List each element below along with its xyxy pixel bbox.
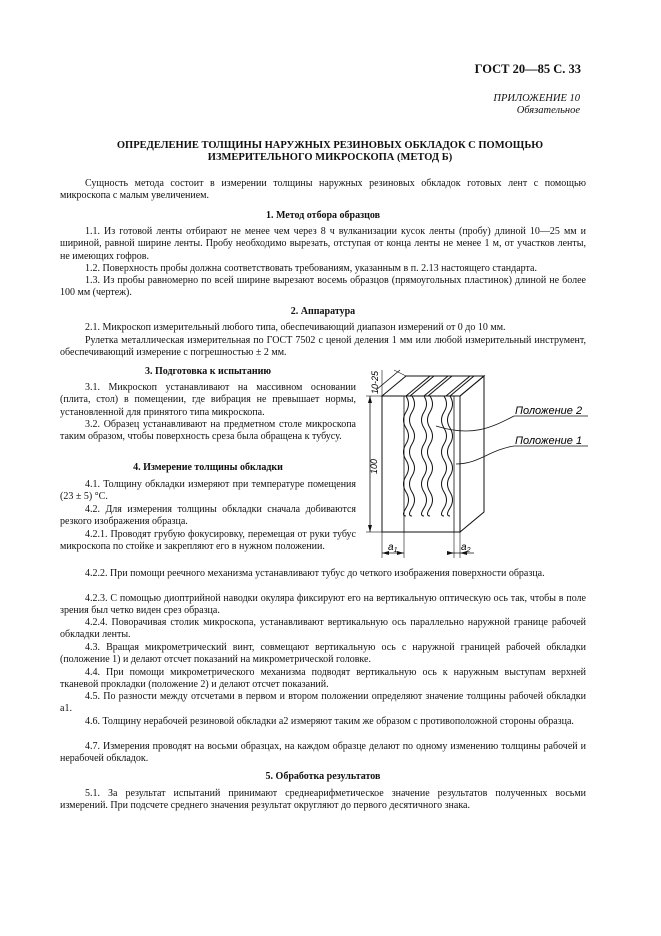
sample-top-face [382,376,484,396]
paragraph-1-1: 1.1. Из готовой ленты отбирают не менее чем через 8 ч вулканизации кусок ленты (пробу) длиной 10—25 мм и шириной, равной ширине ленты. Пробу необходимо вырезать, отступая от конца ленты не менее 1 м, от участков ленты, не имеющих гофров. [60,226,586,262]
paragraph-2-2: Рулетка металлическая измерительная по ГОСТ 7502 с ценой деления 1 мм или любой измерительный инструмент, обеспечивающий измерение с погрешностью ± 2 мм. [60,335,586,359]
paragraph-2-1: 2.1. Микроскоп измерительный любого типа, обеспечивающий диапазон измерений от 0 до 10 мм. [85,322,506,333]
label-position-1: Положение 1 [515,435,583,447]
paragraph-4-3: 4.3. Вращая микрометрический винт, совмещают вертикальную ось с наружной границей рабочей обкладки (положение 1) и делают отсчет показаний на микрометрической головке. [60,642,586,666]
label-position-2: Положение 2 [515,405,583,417]
appendix-status: Обязательное [516,105,580,116]
paragraph-4-2-4: 4.2.4. Поворачивая столик микроскопа, устанавливают вертикальную ось параллельно наружной границе рабочей обкладки ленты. [60,617,586,641]
dimension-10-25: 10-25 [370,370,380,394]
dimension-a2: $a_2$ [461,542,471,554]
section-5-heading: 5. Обработка результатов [265,771,381,782]
section-2-heading: 2. Аппаратура [290,306,356,317]
intro-paragraph: Сущность метода состоит в измерении толщины наружных резиновых обкладок готовых лент с помощью микроскопа с малым увеличением. [60,178,586,202]
paragraph-4-4: 4.4. При помощи микрометрического механизма подводят вертикальную ось к наружным выступам верхней тканевой прокладки (положение 2) и делают отсчет показаний. [60,667,586,691]
leader-position-2 [436,416,588,431]
section-3-heading: 3. Подготовка к испытанию [145,366,271,377]
document-title [80,140,580,164]
paragraph-4-2-1: 4.2.1. Проводят грубую фокусировку, перемещая от руки тубус микроскопа по стойке и закрепляют его в нужном положении. [60,529,356,553]
fabric-layer-4 [428,396,433,516]
paragraph-4-2-3: 4.2.3. С помощью диоптрийной наводки окуляра фиксируют его на вертикальную оптическую ось так, чтобы в поле зрения был четко виден срез образца. [60,593,586,617]
paragraph-4-2: 4.2. Для измерения толщины обкладки сначала добиваются резкого изображения образца. [60,504,356,528]
paragraph-1-3: 1.3. Из пробы равномерно по всей ширине вырезают восемь образцов (прямоугольных пластинок) длиной не более 100 мм (чертеж). [60,275,586,299]
fabric-layer-3 [422,396,427,516]
title-line-1: ОПРЕДЕЛЕНИЕ ТОЛЩИНЫ НАРУЖНЫХ РЕЗИНОВЫХ ОБКЛАДОК С ПОМОЩЬЮ [116,140,544,151]
fabric-layer-2 [410,396,415,516]
paragraph-3-2: 3.2. Образец устанавливают на предметном столе микроскопа таким образом, чтобы поверхность среза была обращена к тубусу. [60,419,356,443]
paragraph-4-1: 4.1. Толщину обкладки измеряют при температуре помещения (23 ± 5) °С. [60,479,356,503]
fabric-layer-6 [448,396,453,516]
dimension-100: 100 [369,458,379,474]
title-line-2: ИЗМЕРИТЕЛЬНОГО МИКРОСКОПА (МЕТОД Б) [207,152,453,163]
paragraph-4-7: 4.7. Измерения проводят на восьми образцах, на каждом образце делают по одному изменению толщины рабочей и нерабочей обкладок. [60,741,586,765]
sample-cross-section-drawing [364,368,590,568]
appendix-label [493,93,580,117]
dimension-a1: $a_1$ [388,542,398,554]
paragraph-5-1: 5.1. За результат испытаний принимают среднеарифметическое значение результатов полученных восьми измерений. При подсчете среднего значения результат округляют до первого десятичного знака. [60,788,586,812]
appendix-number: ПРИЛОЖЕНИЕ 10 [493,93,580,104]
paragraph-4-2-2: 4.2.2. При помощи реечного механизма устанавливают тубус до четкого изображения поверхности образца. [85,568,545,579]
paragraph-4-6: 4.6. Толщину нерабочей резиновой обкладки a2 измеряют таким же образом с противоположной стороны образца. [85,716,574,727]
section-4-heading: 4. Измерение толщины обкладки [133,462,283,473]
sample-side-face [460,376,484,532]
page-header: ГОСТ 20—85 С. 33 [474,62,581,76]
paragraph-4-5-text: 4.5. По разности между отсчетами в первом и втором положении определяют значение толщины рабочей обкладки a1. [60,691,586,715]
leader-position-1 [456,446,588,464]
section-1-heading: 1. Метод отбора образцов [266,210,380,221]
fabric-layer-5 [442,396,447,516]
paragraph-1-2: 1.2. Поверхность пробы должна соответствовать требованиям, указанным в п. 2.13 настоящего стандарта. [85,263,537,274]
paragraph-3-1: 3.1. Микроскоп устанавливают на массивном основании (плита, стол) в помещении, где вибрация не превышает нормы, установленной для принятого типа микроскопа. [60,382,356,418]
paragraph-4-5 [60,691,586,716]
